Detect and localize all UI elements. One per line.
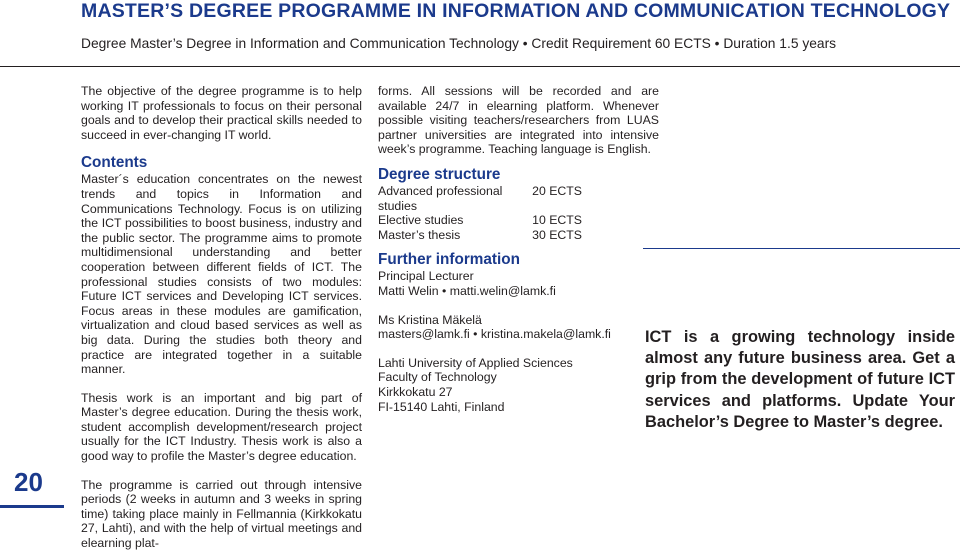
structure-credits: 30 ECTS: [532, 227, 582, 242]
page-title: MASTER’S DEGREE PROGRAMME IN INFORMATION AND COMMUNICATION TECHNOLOGY: [81, 0, 951, 22]
contact-email: masters@lamk.fi • kristina.makela@lamk.fi: [378, 327, 611, 342]
structure-credits: 10 ECTS: [532, 213, 582, 228]
structure-label: Master’s thesis: [378, 227, 461, 242]
structure-credits: 20 ECTS: [532, 183, 582, 198]
contact-email: Matti Welin • matti.welin@lamk.fi: [378, 283, 556, 298]
left-column: [81, 84, 362, 551]
contact-role: Principal Lecturer: [378, 269, 474, 284]
address-line: Kirkkokatu 27: [378, 384, 453, 399]
middle-column: [378, 84, 659, 414]
contents-paragraph-1: Master´s education concentrates on the newest trends and topics in Information and Communications Technology. Focus is on utilizing the ICT possibilities to boost business, industry and the public sector. The programme aims to promote multidimensional understanding and better cooperation between different fields of ICT. The professional studies consists of two modules: Future ICT services and Developing ICT services. Focus areas in these modules are gamification, virtualization and cloud based services as well as big data. During the studies both theory and practice are integrated together in a suitable manner.: [81, 172, 362, 377]
address-line: FI-15140 Lahti, Finland: [378, 399, 505, 414]
degree-structure-heading: Degree structure: [378, 165, 501, 183]
contents-paragraph-3-continued: forms. All sessions will be recorded and are available 24/7 in elearning platform. Whenever possible visiting teachers/researchers from LUAS partner universities are integrated into intensive week’s programme. Teaching language is English.: [378, 84, 659, 157]
structure-row: [378, 213, 659, 228]
header-divider: [0, 66, 960, 67]
further-information-heading: Further information: [378, 251, 520, 269]
structure-label: Elective studies: [378, 213, 464, 228]
address-line: Faculty of Technology: [378, 370, 497, 385]
contents-heading: Contents: [81, 154, 148, 172]
sidebar-divider: [643, 248, 960, 249]
contact-name: Ms Kristina Mäkelä: [378, 312, 482, 327]
structure-row: [378, 228, 659, 243]
contents-paragraph-2: Thesis work is an important and big part of Master’s degree education. During the thesis work, student accomplish development/research project usually for the ICT Industry. Thesis work is also a good way to profile the Master’s degree education.: [81, 390, 362, 464]
programme-summary: Degree Master’s Degree in Information and Communication Technology • Credit Requirement 60 ECTS • Duration 1.5 years: [81, 36, 837, 51]
address-line: Lahti University of Applied Sciences: [378, 355, 573, 370]
pull-quote: ICT is a growing technology inside almost any future business area. Get a grip from the development of future ICT services and platforms. Update Your Bachelor’s Degree to Master’s degree.: [645, 328, 955, 431]
page-number: 20: [14, 467, 43, 497]
structure-row: [378, 184, 659, 213]
structure-label: Advanced professional studies: [378, 183, 503, 213]
intro-paragraph: The objective of the degree programme is to help working IT professionals to focus on their personal goals and to develop their practical skills needed to succeed in ever-changing IT world.: [81, 84, 362, 142]
contents-paragraph-3: The programme is carried out through intensive periods (2 weeks in autumn and 3 weeks in spring time) taking place mainly in Fellmannia (Kirkkokatu 27, Lahti), and with the help of virtual meetings and elearning plat-: [81, 477, 362, 551]
